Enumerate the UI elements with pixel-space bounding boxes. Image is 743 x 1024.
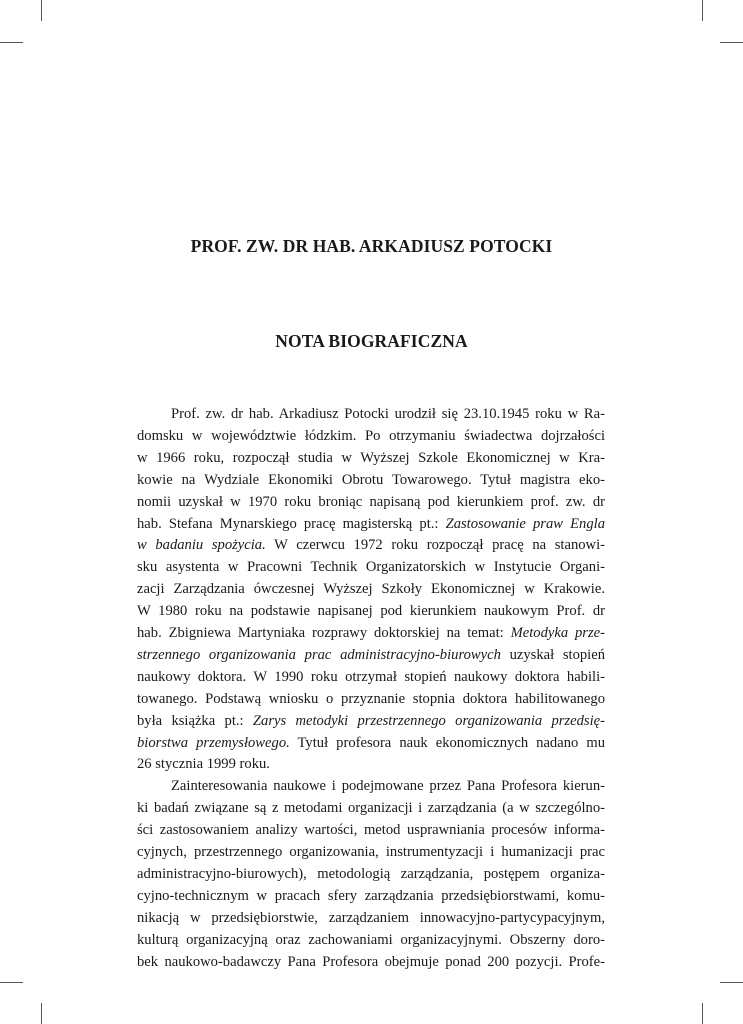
crop-mark-top-left-vertical: [41, 0, 42, 21]
text-line: [137, 951, 605, 973]
text-fragment: ści zastosowaniem analizy wartości, metod usprawniania procesów informa-: [137, 822, 605, 839]
text-fragment: cyjno-technicznym w pracach sfery zarządzania przedsiębiorstwami, komu-: [137, 887, 605, 904]
text-fragment: naukowy doktora. W 1990 roku otrzymał stopień naukowy doktora habili-: [137, 668, 605, 685]
crop-mark-top-right-horizontal: [720, 42, 743, 43]
italic-title-fragment: Zastosowanie praw Engla: [445, 515, 605, 532]
text-line: [137, 491, 605, 513]
text-line: [137, 447, 605, 469]
author-name-heading: PROF. ZW. DR HAB. ARKADIUSZ POTOCKI: [190, 236, 553, 256]
text-fragment: towanego. Podstawą wniosku o przyznanie stopnia doktora habilitowanego: [137, 690, 605, 707]
text-fragment: W 1980 roku na podstawie napisanej pod kierunkiem naukowym Prof. dr: [137, 603, 605, 620]
text-line: [137, 797, 605, 819]
text-fragment: nikacją w przedsiębiorstwie, zarządzaniem innowacyjno-partycypacyjnym,: [137, 909, 605, 926]
text-fragment: 26 stycznia 1999 roku.: [137, 756, 270, 773]
text-line: [137, 929, 605, 951]
text-line: [137, 513, 605, 535]
text-line: [137, 907, 605, 929]
text-line: [137, 666, 605, 688]
text-line: [171, 775, 605, 797]
text-line: [137, 469, 605, 491]
text-line: [137, 885, 605, 907]
crop-mark-top-left-horizontal: [0, 42, 23, 43]
text-line: [137, 425, 605, 447]
italic-title-fragment: strzennego organizowania prac administracyjno-biurowych: [137, 646, 501, 663]
crop-mark-top-right-vertical: [702, 0, 703, 21]
text-fragment: W czerwcu 1972 roku rozpoczął pracę na stanowi-: [265, 537, 605, 554]
text-line: [171, 403, 605, 425]
text-line: [137, 622, 605, 644]
text-line: [137, 710, 605, 732]
text-fragment: cyjnych, przestrzennego organizowania, instrumentyzacji i humanizacji prac: [137, 844, 605, 860]
text-line: [137, 863, 605, 885]
crop-mark-bottom-left-vertical: [41, 1003, 42, 1024]
text-fragment: bek naukowo-badawczy Pana Profesora obejmuje ponad 200 pozycji. Profe-: [137, 953, 605, 970]
text-fragment: w 1966 roku, rozpoczął studia w Wyższej Szkole Ekonomicznej w Kra-: [137, 449, 605, 466]
text-fragment: Tytuł profesora nauk ekonomicznych nadano mu: [289, 734, 605, 751]
text-line: [137, 534, 605, 556]
text-fragment: ki badań związane są z metodami organizacji i zarządzania (a w szczególno-: [137, 800, 605, 817]
text-line: [137, 644, 605, 666]
text-line: [137, 688, 605, 710]
text-fragment: sku asystenta w Pracowni Technik Organizatorskich w Instytucie Organi-: [137, 559, 605, 576]
italic-title-fragment: w badaniu spożycia.: [137, 537, 266, 554]
text-fragment: hab. Zbigniewa Martyniaka rozprawy doktorskiej na temat:: [137, 625, 511, 641]
italic-title-fragment: Metodyka prze-: [510, 625, 605, 641]
text-line: [137, 732, 605, 754]
text-fragment: kowie na Wydziale Ekonomiki Obrotu Towarowego. Tytuł magistra eko-: [137, 471, 605, 488]
italic-title-fragment: Zarys metodyki przestrzennego organizowania przedsię-: [252, 712, 606, 729]
crop-mark-bottom-right-vertical: [702, 1003, 703, 1024]
section-heading: NOTA BIOGRAFICZNA: [275, 331, 468, 351]
text-fragment: Zainteresowania naukowe i podejmowane przez Pana Profesora kierun-: [171, 778, 605, 795]
text-fragment: hab. Stefana Mynarskiego pracę magisterską pt.:: [137, 515, 446, 532]
text-line: [137, 578, 605, 600]
text-fragment: nomii uzyskał w 1970 roku broniąc napisaną pod kierunkiem prof. zw. dr: [137, 493, 605, 510]
text-fragment: była książka pt.:: [137, 712, 253, 729]
text-fragment: kulturą organizacyjną oraz zachowaniami organizacyjnymi. Obszerny doro-: [137, 931, 605, 948]
crop-mark-bottom-right-horizontal: [720, 982, 743, 983]
italic-title-fragment: biorstwa przemysłowego.: [137, 734, 290, 751]
text-line: [137, 600, 605, 622]
text-fragment: administracyjno-biurowych), metodologią zarządzania, postępem organiza-: [137, 865, 605, 882]
text-line: [137, 819, 605, 841]
text-line: [137, 841, 605, 863]
text-fragment: Prof. zw. dr hab. Arkadiusz Potocki urodził się 23.10.1945 roku w Ra-: [171, 406, 605, 422]
crop-mark-bottom-left-horizontal: [0, 982, 23, 983]
text-line: [137, 556, 605, 578]
text-fragment: uzyskał stopień: [500, 646, 605, 663]
text-line: [137, 753, 605, 775]
text-fragment: zacji Zarządzania ówczesnej Wyższej Szkoły Ekonomicznej w Krakowie.: [137, 581, 605, 598]
text-fragment: domsku w województwie łódzkim. Po otrzymaniu świadectwa dojrzałości: [137, 427, 605, 444]
